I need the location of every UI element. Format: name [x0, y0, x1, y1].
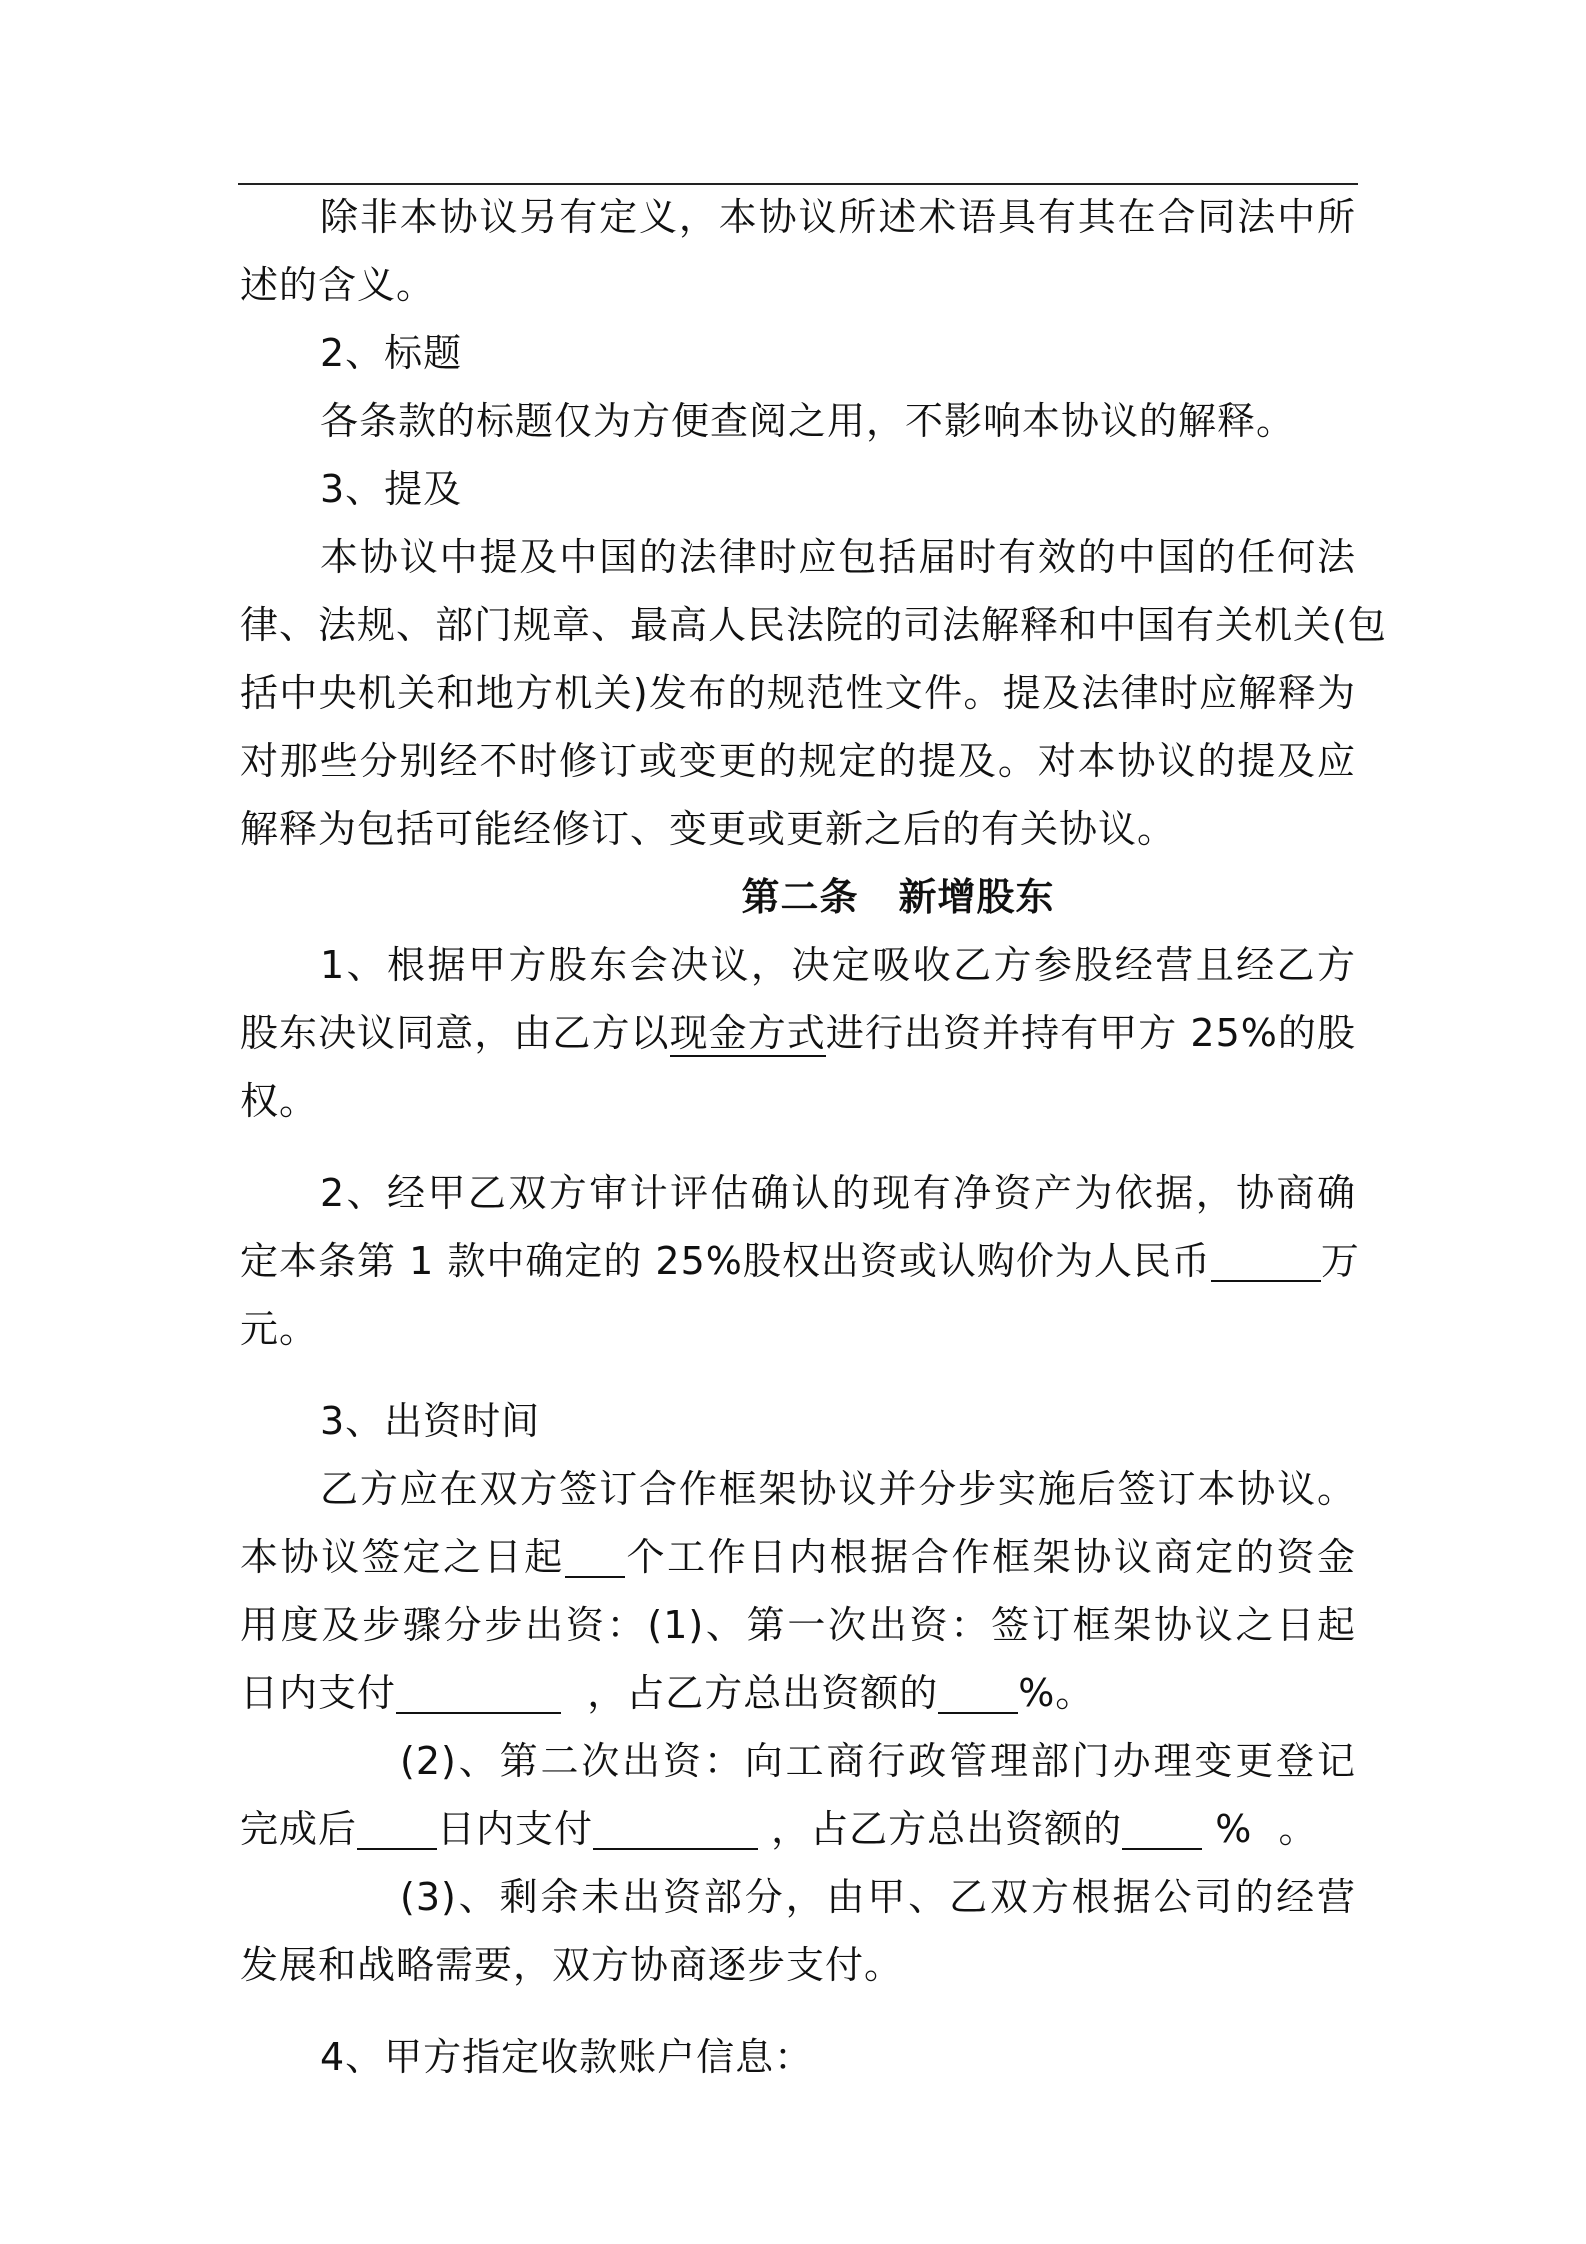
paragraph-line: 对那些分别经不时修订或变更的规定的提及。对本协议的提及应 [240, 739, 1356, 783]
paragraph-line: 2、经甲乙双方审计评估确认的现有净资产为依据，协商确 [320, 1171, 1356, 1215]
text-span: 股东决议同意，由乙方以 [240, 1011, 670, 1055]
text-span: 日内支付 [240, 1671, 397, 1715]
text-span: 定本条第 1 款中确定的 25%股权出资或认购价为人民币 [240, 1239, 1211, 1283]
fill-blank-days[interactable] [565, 1532, 625, 1578]
paragraph-line: 权。 [240, 1079, 319, 1123]
text-span: 万 [1320, 1239, 1360, 1283]
paragraph-line: 用度及步骤分步出资：(1)、第一次出资：签订框架协议之日起 [240, 1603, 1356, 1647]
fill-blank-days[interactable] [357, 1804, 437, 1850]
paragraph-line: 元。 [240, 1307, 319, 1351]
text-span: 个工作日内根据合作框架协议商定的资金 [624, 1535, 1356, 1579]
paragraph-line: 发展和战略需要，双方协商逐步支付。 [240, 1943, 904, 1987]
text-span: 完成后 [240, 1807, 358, 1851]
paragraph-line: 各条款的标题仅为方便查阅之用，不影响本协议的解释。 [320, 399, 1296, 443]
text-span: % [1215, 1807, 1253, 1851]
text-span: 进行出资并持有甲方 25%的股 [825, 1011, 1356, 1055]
paragraph-line: 本协议中提及中国的法律时应包括届时有效的中国的任何法 [320, 535, 1356, 579]
fill-blank-payment[interactable] [396, 1668, 561, 1714]
paragraph-line: (2)、第二次出资：向工商行政管理部门办理变更登记 [400, 1739, 1356, 1783]
fill-blank-amount[interactable] [1211, 1236, 1321, 1282]
paragraph-line [240, 999, 1356, 1067]
section-heading: 3、出资时间 [320, 1399, 541, 1443]
paragraph-line: 述的含义。 [240, 263, 436, 307]
fill-blank-percent[interactable] [1122, 1804, 1202, 1850]
text-span: 。 [1278, 1807, 1318, 1851]
section-heading: 3、提及 [320, 467, 463, 511]
paragraph-line: (3)、剩余未出资部分，由甲、乙双方根据公司的经营 [400, 1875, 1356, 1919]
text-span: 本协议签定之日起 [240, 1535, 565, 1579]
fill-blank-payment[interactable] [593, 1804, 758, 1850]
paragraph-line: 律、法规、部门规章、最高人民法院的司法解释和中国有关机关(包 [240, 603, 1387, 647]
text-span: 日内支付 [437, 1807, 594, 1851]
paragraph-line: 乙方应在双方签订合作框架协议并分步实施后签订本协议。 [320, 1467, 1356, 1511]
underlined-text: 现金方式 [669, 1011, 826, 1055]
fill-blank-percent[interactable] [938, 1668, 1018, 1714]
paragraph-line: 解释为包括可能经修订、变更或更新之后的有关协议。 [240, 807, 1177, 851]
text-span: %。 [1018, 1671, 1095, 1715]
paragraph-line: 除非本协议另有定义，本协议所述术语具有其在合同法中所 [320, 195, 1356, 239]
text-span: ，占乙方总出资额的 [771, 1807, 1123, 1851]
article-heading [240, 863, 1356, 931]
paragraph-line: 1、根据甲方股东会决议，决定吸收乙方参股经营且经乙方 [320, 943, 1356, 987]
paragraph-line: 括中央机关和地方机关)发布的规范性文件。提及法律时应解释为 [240, 671, 1356, 715]
paragraph-line [240, 1795, 1356, 1863]
paragraph-line [240, 1227, 1360, 1295]
article-title: 新增股东 [898, 875, 1055, 919]
text-span: ，占乙方总出资额的 [587, 1671, 939, 1715]
document-page [240, 183, 1387, 2091]
article-number: 第二条 [741, 875, 859, 919]
section-heading: 2、标题 [320, 331, 463, 375]
paragraph-line [240, 1523, 1356, 1591]
section-heading: 4、甲方指定收款账户信息： [320, 2035, 814, 2079]
paragraph-line [240, 1659, 1356, 1727]
